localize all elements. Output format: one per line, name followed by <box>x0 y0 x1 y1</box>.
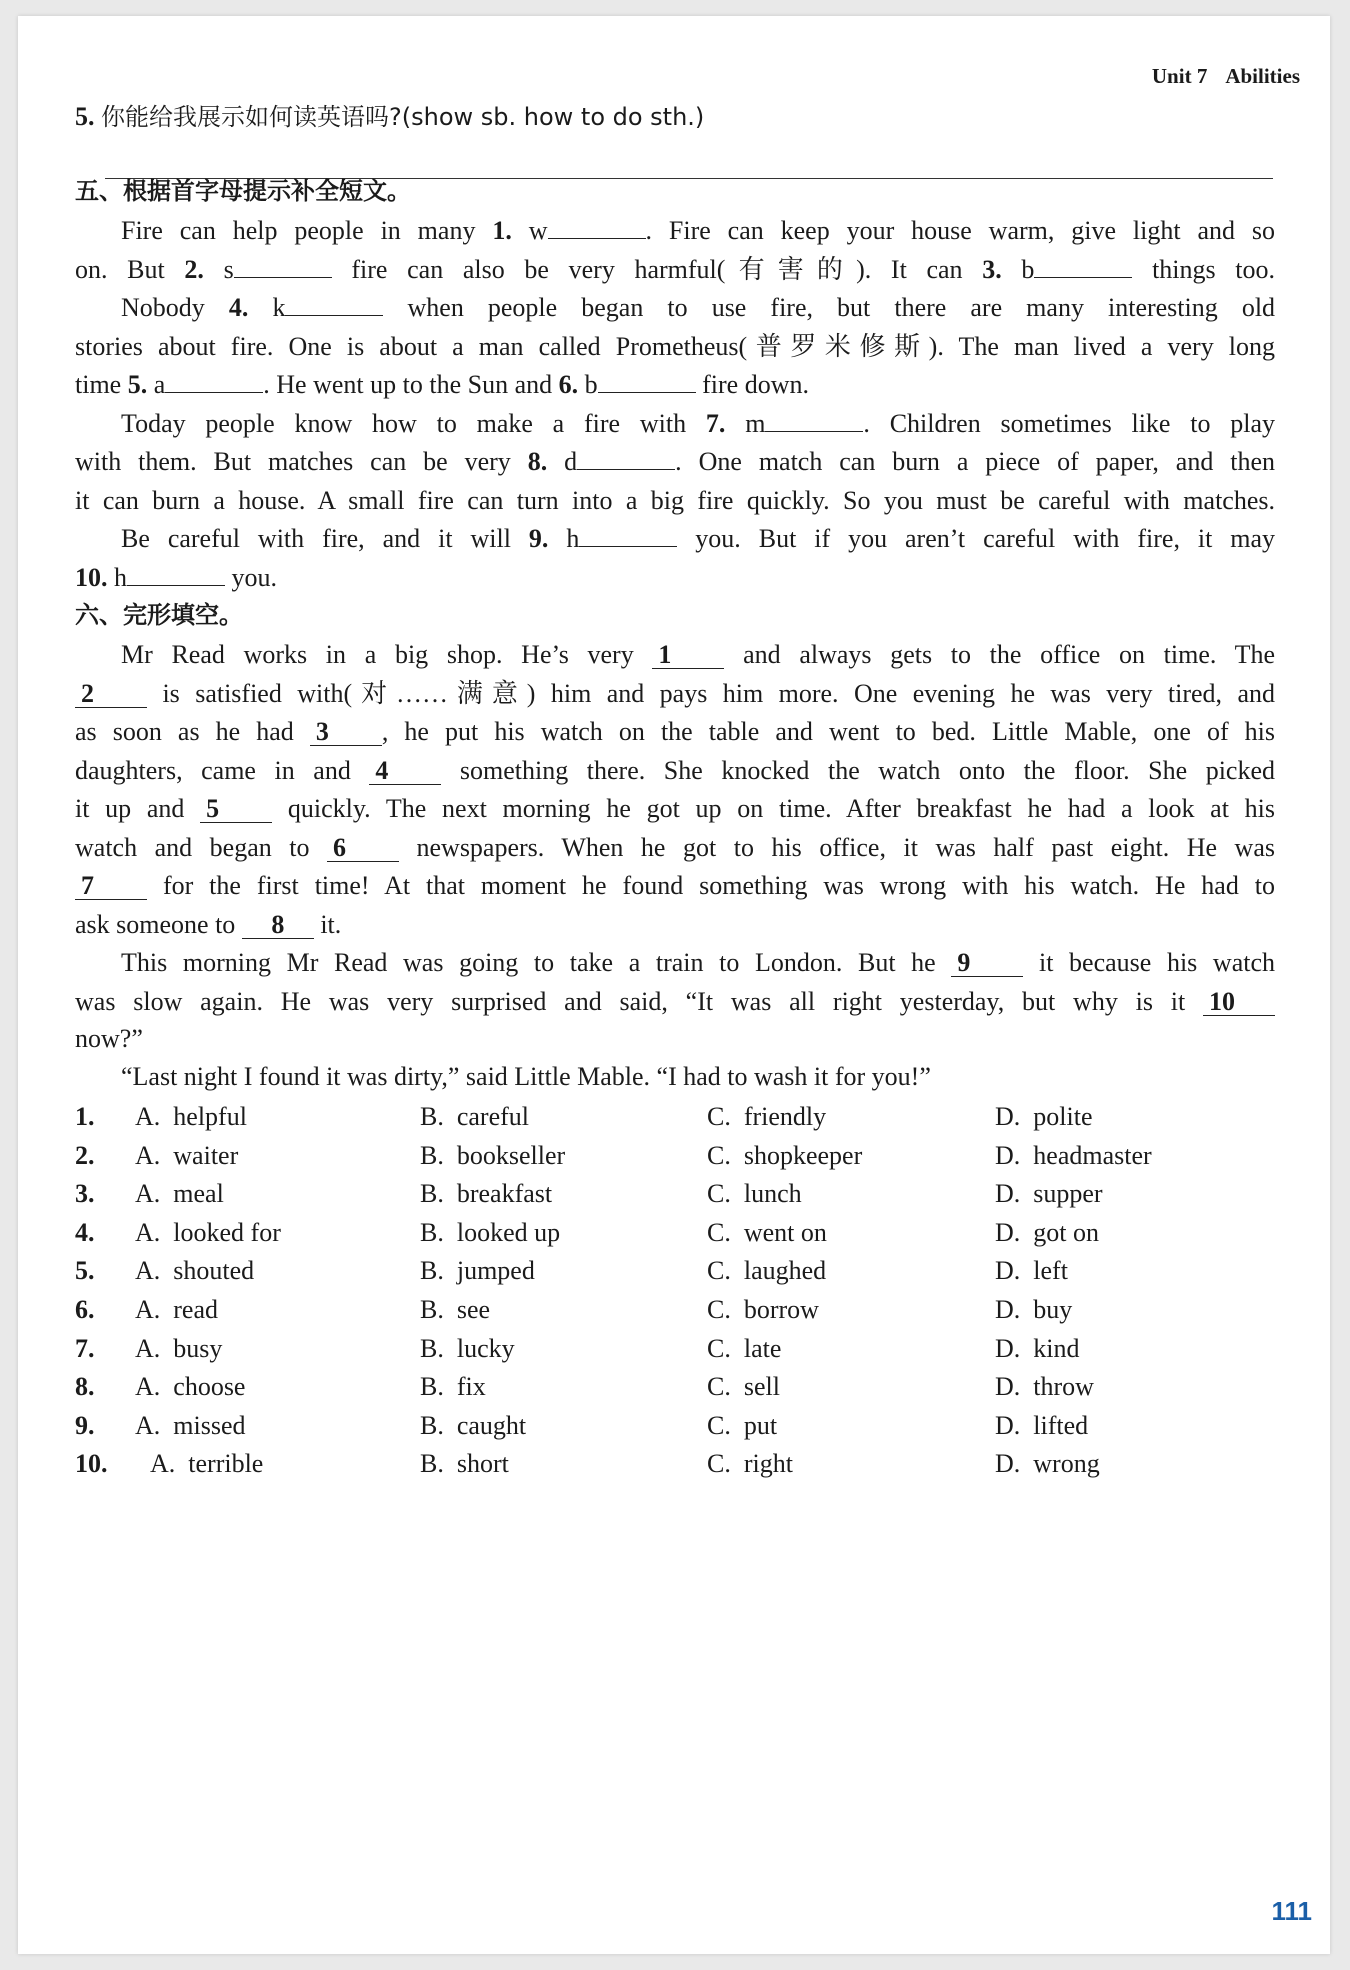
option-b[interactable]: B. caught <box>420 1411 527 1440</box>
option-a[interactable]: A. looked for <box>135 1218 281 1247</box>
option-d[interactable]: D. polite <box>995 1102 1093 1131</box>
option-d[interactable]: D. buy <box>995 1295 1073 1324</box>
blank-3[interactable] <box>1034 257 1132 278</box>
option-b[interactable]: B. looked up <box>420 1218 561 1247</box>
option-number: 2. <box>75 1141 95 1170</box>
cloze-blank-3[interactable]: 3 <box>310 718 382 746</box>
question-text: 你能给我展示如何读英语吗?(show sb. how to do sth.) <box>101 103 705 131</box>
option-c[interactable]: C. laughed <box>707 1256 827 1285</box>
cloze-line: now?” <box>75 1024 143 1053</box>
option-d[interactable]: D. throw <box>995 1372 1094 1401</box>
option-a[interactable]: A. shouted <box>135 1256 255 1285</box>
option-b[interactable]: B. see <box>420 1295 491 1324</box>
option-number: 3. <box>75 1179 95 1208</box>
passage-line: with them. But matches can be very 8. d . One match can burn a piece of paper, and then <box>75 447 1275 476</box>
option-d[interactable]: D. left <box>995 1256 1068 1285</box>
option-c[interactable]: C. sell <box>707 1372 780 1401</box>
cloze-line: as soon as he had 3 , he put his watch on the table and went to bed. Little Mable, one of his <box>75 717 1276 746</box>
cloze-line: 7 for the first time! At that moment he found something was wrong with his watch. He had to <box>75 872 1275 900</box>
option-a[interactable]: A. read <box>135 1295 219 1324</box>
question-number: 5. <box>75 102 95 131</box>
option-c[interactable]: C. late <box>707 1334 782 1363</box>
cloze-line: ask someone to 8 it. <box>75 910 342 939</box>
cloze-blank-7[interactable]: 7 <box>75 872 147 900</box>
blank-8[interactable] <box>577 449 675 470</box>
cloze-blank-9[interactable]: 9 <box>951 949 1023 977</box>
cloze-blank-5[interactable]: 5 <box>200 795 272 823</box>
passage-line: it can burn a house. A small fire can turn into a big fire quickly. So you must be careful with matches. <box>75 486 1275 515</box>
option-c[interactable]: C. right <box>707 1449 793 1478</box>
cloze-blank-10[interactable]: 10 <box>1203 988 1275 1016</box>
cloze-blank-4[interactable]: 4 <box>369 757 441 785</box>
option-b[interactable]: B. jumped <box>420 1256 535 1285</box>
option-d[interactable]: D. got on <box>995 1218 1099 1247</box>
option-b[interactable]: B. bookseller <box>420 1141 566 1170</box>
blank-4[interactable] <box>285 295 383 316</box>
cloze-line: was slow again. He was very surprised and said, “It was all right yesterday, but why is it 10 <box>75 988 1275 1016</box>
blank-1[interactable] <box>548 218 646 239</box>
option-a[interactable]: A. terrible <box>150 1449 264 1478</box>
blank-2[interactable] <box>234 257 332 278</box>
option-a[interactable]: A. waiter <box>135 1141 239 1170</box>
option-d[interactable]: D. wrong <box>995 1449 1100 1478</box>
question-5 <box>75 104 704 130</box>
passage-line: Fire can help people in many 1. w . Fire can keep your house warm, give light and so <box>121 216 1276 245</box>
page-number: 111 <box>1271 1896 1312 1926</box>
option-a[interactable]: A. meal <box>135 1179 224 1208</box>
option-number: 4. <box>75 1218 95 1247</box>
cloze-line: it up and 5 quickly. The next morning he got up on time. After breakfast he had a look at his <box>75 794 1276 823</box>
section-5-title: 五、根据首字母提示补全短文。 <box>75 177 411 205</box>
cloze-blank-2[interactable]: 2 <box>75 680 147 708</box>
option-number: 7. <box>75 1334 95 1363</box>
option-d[interactable]: D. kind <box>995 1334 1080 1363</box>
passage-line: time 5. a . He went up to the Sun and 6. b fire down. <box>75 370 809 399</box>
option-b[interactable]: B. fix <box>420 1372 486 1401</box>
cloze-line: Mr Read works in a big shop. He’s very 1 and always gets to the office on time. The <box>121 640 1276 669</box>
option-c[interactable]: C. put <box>707 1411 778 1440</box>
option-b[interactable]: B. short <box>420 1449 509 1478</box>
cloze-line: This morning Mr Read was going to take a train to London. But he 9 it because his watch <box>121 948 1276 977</box>
unit-label: Unit 7 <box>1151 64 1208 88</box>
option-a[interactable]: A. busy <box>135 1334 223 1363</box>
option-a[interactable]: A. helpful <box>135 1102 247 1131</box>
passage-line: stories about fire. One is about a man called Prometheus(普罗米修斯). The man lived a very long <box>75 332 1275 361</box>
cloze-blank-6[interactable]: 6 <box>327 834 399 862</box>
cloze-blank-8[interactable]: 8 <box>242 911 314 939</box>
passage-line: Today people know how to make a fire with 7. m . Children sometimes like to play <box>121 409 1276 438</box>
blank-7[interactable] <box>765 411 863 432</box>
option-d[interactable]: D. headmaster <box>995 1141 1152 1170</box>
blank-6[interactable] <box>598 372 696 393</box>
blank-10[interactable] <box>127 565 225 586</box>
option-d[interactable]: D. lifted <box>995 1411 1089 1440</box>
unit-topic: Abilities <box>1225 64 1300 88</box>
option-c[interactable]: C. borrow <box>707 1295 819 1324</box>
option-number: 5. <box>75 1256 95 1285</box>
option-c[interactable]: C. went on <box>707 1218 827 1247</box>
cloze-line: daughters, came in and 4 something there. She knocked the watch onto the floor. She picked <box>75 756 1275 785</box>
passage-line: Be careful with fire, and it will 9. h you. But if you aren’t careful with fire, it may <box>121 524 1276 553</box>
option-c[interactable]: C. friendly <box>707 1102 827 1131</box>
passage-line: Nobody 4. k when people began to use fire, but there are many interesting old <box>121 293 1276 322</box>
option-number: 9. <box>75 1411 95 1440</box>
blank-5[interactable] <box>165 372 263 393</box>
passage-line: on. But 2. s fire can also be very harmful(有害的). It can 3. b things too. <box>75 255 1276 284</box>
option-b[interactable]: B. breakfast <box>420 1179 553 1208</box>
option-d[interactable]: D. supper <box>995 1179 1103 1208</box>
unit-header <box>1152 64 1300 89</box>
option-c[interactable]: C. shopkeeper <box>707 1141 863 1170</box>
option-b[interactable]: B. lucky <box>420 1334 515 1363</box>
cloze-line: 2 is satisfied with(对……满意) him and pays him more. One evening he was very tired, and <box>75 680 1275 708</box>
passage-line: 10. h you. <box>75 563 277 592</box>
option-a[interactable]: A. choose <box>135 1372 246 1401</box>
cloze-line: watch and began to 6 newspapers. When he got to his office, it was half past eight. He was <box>75 833 1275 862</box>
option-number: 6. <box>75 1295 95 1324</box>
option-number: 10. <box>75 1449 108 1478</box>
option-c[interactable]: C. lunch <box>707 1179 802 1208</box>
option-number: 1. <box>75 1102 95 1131</box>
cloze-line: “Last night I found it was dirty,” said Little Mable. “I had to wash it for you!” <box>121 1062 931 1091</box>
cloze-blank-1[interactable]: 1 <box>652 641 724 669</box>
option-b[interactable]: B. careful <box>420 1102 530 1131</box>
option-number: 8. <box>75 1372 95 1401</box>
blank-9[interactable] <box>579 526 677 547</box>
section-6-title: 六、完形填空。 <box>75 601 243 629</box>
option-a[interactable]: A. missed <box>135 1411 246 1440</box>
